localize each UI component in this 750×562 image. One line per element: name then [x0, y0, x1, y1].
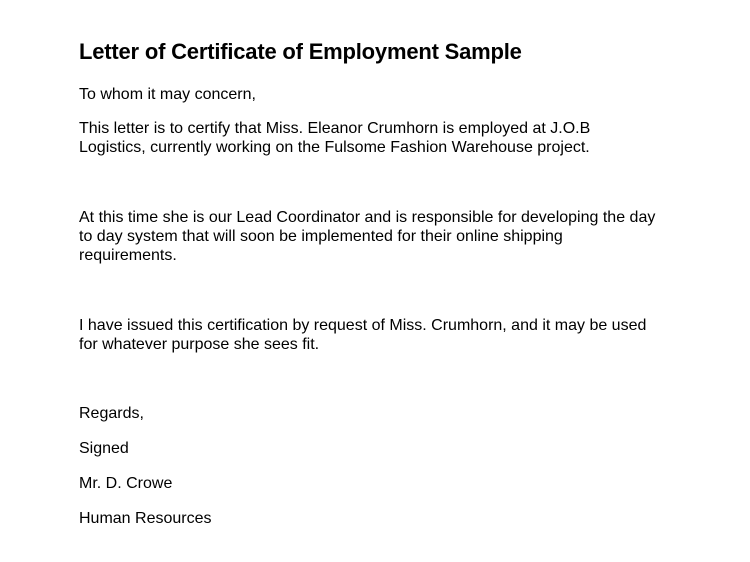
paragraph-position: [79, 208, 704, 265]
paragraph-line: Logistics, currently working on the Fulsome Fashion Warehouse project.: [79, 139, 590, 156]
paragraph-line: to day system that will soon be implemented for their online shipping: [79, 228, 563, 245]
page-title: Letter of Certificate of Employment Sample: [79, 39, 522, 64]
paragraph-line: requirements.: [79, 247, 177, 264]
paragraph-line: At this time she is our Lead Coordinator and is responsible for developing the day: [79, 209, 656, 226]
paragraph-line: I have issued this certification by request of Miss. Crumhorn, and it may be used: [79, 317, 647, 334]
letter-document: [79, 0, 719, 562]
paragraph-certification: [79, 119, 704, 157]
paragraph-line: for whatever purpose she sees fit.: [79, 336, 320, 353]
signed-label: Signed: [79, 440, 129, 457]
salutation: To whom it may concern,: [79, 86, 256, 103]
paragraph-issuance: [79, 316, 704, 354]
closing-regards: Regards,: [79, 405, 144, 422]
signatory-name: Mr. D. Crowe: [79, 475, 173, 492]
paragraph-line: This letter is to certify that Miss. Eleanor Crumhorn is employed at J.O.B: [79, 120, 591, 137]
signatory-department: Human Resources: [79, 510, 212, 527]
